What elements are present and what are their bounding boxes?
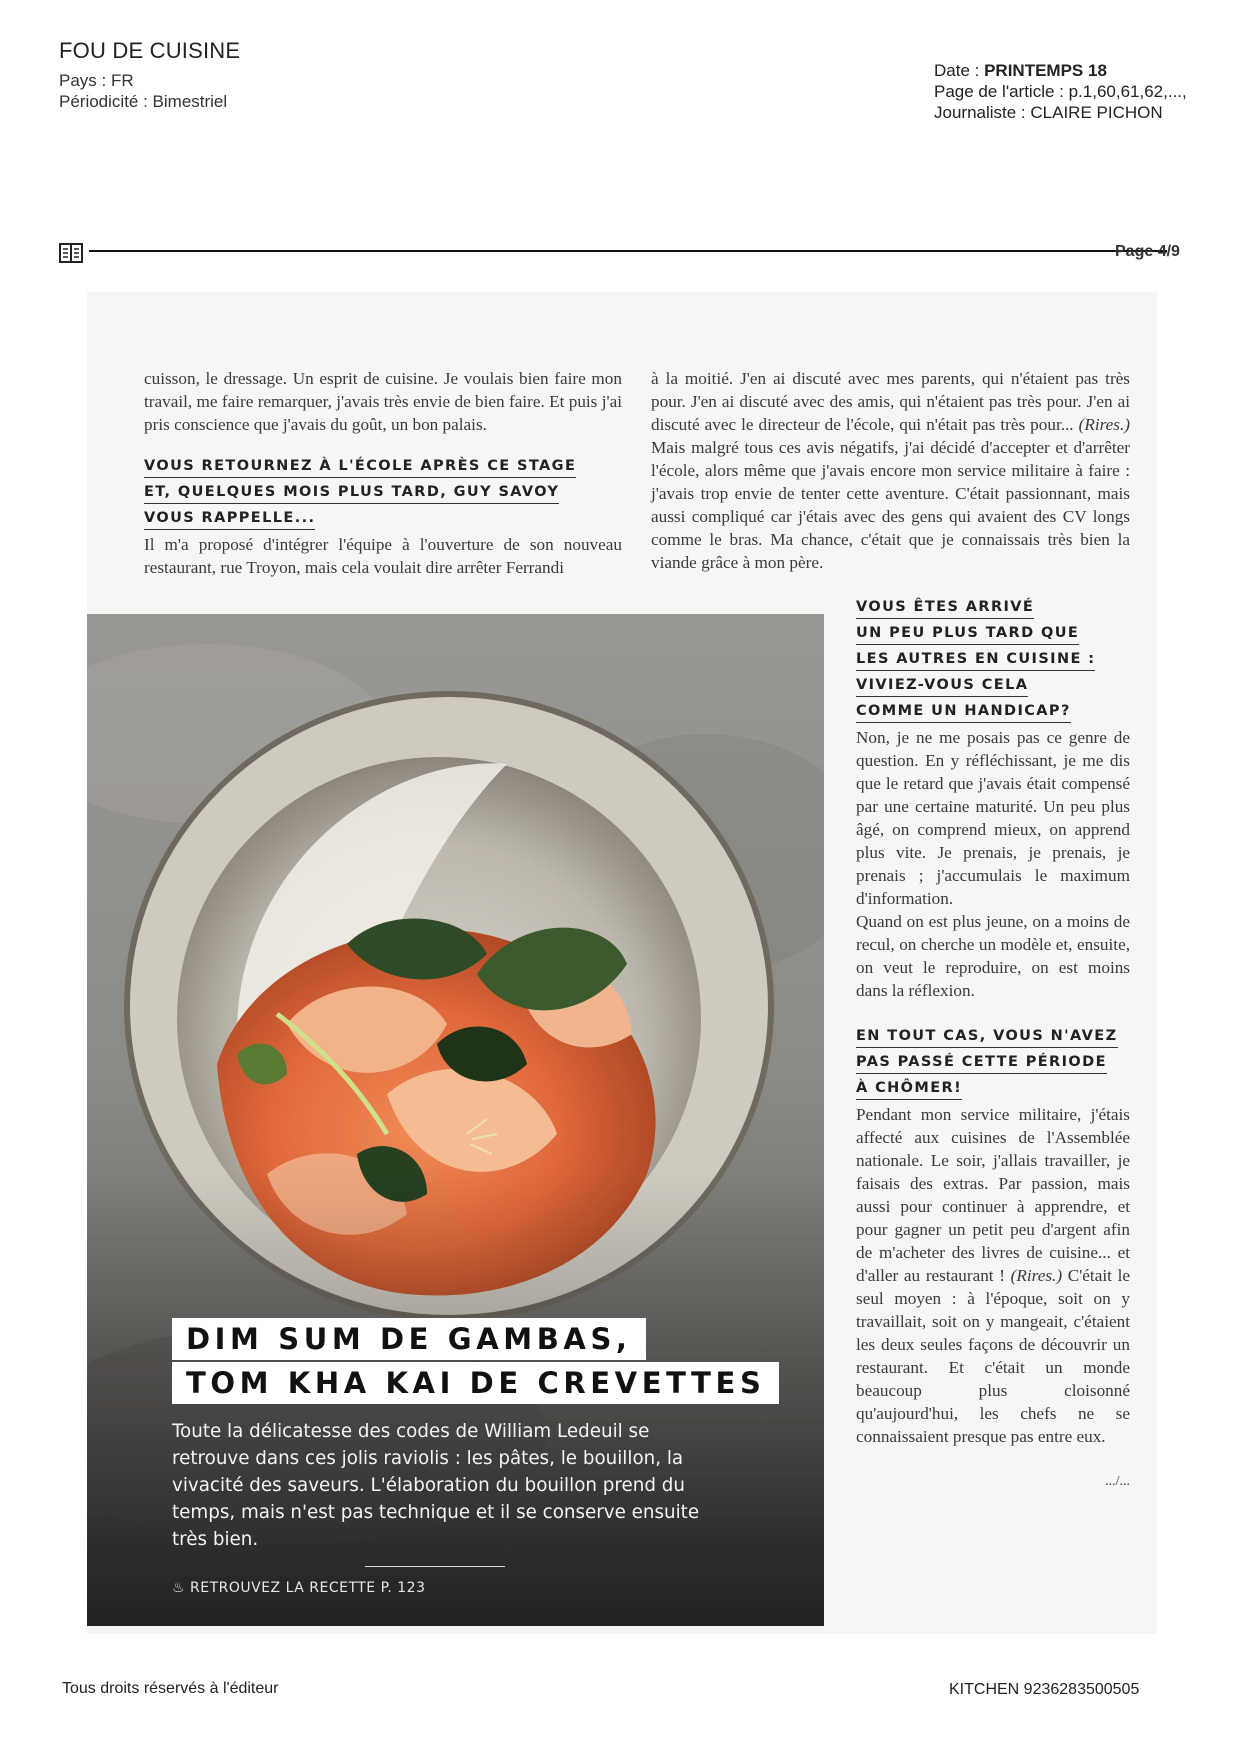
paragraph: Non, je ne me posais pas ce genre de question. En y réfléchissant, je me dis que le retard que j'avais était compensé par une certaine maturité. Un peu plus âgé, on comprend mieux, on apprend plus vite. Je prenais, je prenais, je prenais ; j'accumulais le maximum d'information. xyxy=(856,728,1130,908)
open-book-icon xyxy=(59,242,83,264)
question-heading-3 xyxy=(856,1025,1130,1103)
paragraph-text: Pendant mon service militaire, j'étais affecté aux cuisines de l'Assemblée nationale. Le soir, j'allais travailler, je faisais des extras. Par passion, mais aussi pour continuer à apprendre, et pour gagner un petit peu d'argent afin de m'acheter des livres de cuisine... et d'aller au restaurant ! xyxy=(856,1105,1130,1285)
laughter-note: (Rires.) xyxy=(1010,1266,1063,1285)
document-header-right xyxy=(934,60,1214,123)
caption-divider xyxy=(365,1566,505,1567)
page-indicator: Page 4/9 xyxy=(1115,243,1180,260)
document-header-left xyxy=(59,38,240,112)
heading-line: LES AUTRES EN CUISINE : xyxy=(856,649,1095,671)
periodicity: Périodicité : Bimestriel xyxy=(59,92,228,111)
heading-line: ET, QUELQUES MOIS PLUS TARD, GUY SAVOY xyxy=(144,482,559,504)
paragraph-text: Mais malgré tous ces avis négatifs, j'ai décidé d'accepter et d'arrêter l'école, alors même que j'avais encore mon service militaire à faire : j'avais trop envie de tenter cette aventure. C'était passionnant, mais aussi compliqué car j'étais avec des gens qui avaient des CV longs comme le bras. Ma chance, c'était que je connaissais très bien la viande grâce à mon père. xyxy=(651,438,1130,572)
paragraph xyxy=(856,1103,1130,1448)
article-pages: Page de l'article : p.1,60,61,62,..., xyxy=(934,82,1187,101)
column-3 xyxy=(856,596,1130,1493)
heading-line: VOUS RETOURNEZ À L'ÉCOLE APRÈS CE STAGE xyxy=(144,456,576,478)
heading-line: VIVIEZ-VOUS CELA xyxy=(856,675,1028,697)
column-2 xyxy=(651,367,1130,574)
chef-hat-icon: ♨ xyxy=(172,1580,186,1596)
recipe-reference-text: RETROUVEZ LA RECETTE P. 123 xyxy=(190,1580,426,1596)
heading-line: VOUS RAPPELLE... xyxy=(144,508,315,530)
page-rule xyxy=(59,240,1179,266)
continued-marker: .../... xyxy=(1105,1474,1130,1489)
paragraph: cuisson, le dressage. Un esprit de cuisine. Je voulais bien faire mon travail, me faire remarquer, j'avais très envie de bien faire. Et puis j'ai pris conscience que j'avais du goût, un bon palais. xyxy=(144,369,622,434)
footer-code: KITCHEN 9236283500505 xyxy=(949,1681,1140,1698)
paragraph-text: à la moitié. J'en ai discuté avec mes parents, qui n'étaient pas très pour. J'en ai discuté avec des amis, qui n'étaient pas très pour. J'en ai discuté avec le directeur de l'école, qui n'était pas très pour... xyxy=(651,369,1130,434)
question-heading-1 xyxy=(144,455,622,533)
heading-line: UN PEU PLUS TARD QUE xyxy=(856,623,1079,645)
footer-rights: Tous droits réservés à l'éditeur xyxy=(62,1680,279,1697)
publication-name: FOU DE CUISINE xyxy=(59,38,241,63)
heading-line: À CHÔMER! xyxy=(856,1078,962,1100)
recipe-reference xyxy=(172,1580,425,1596)
paragraph: Il m'a proposé d'intégrer l'équipe à l'ouverture de son nouveau restaurant, rue Troyon, mais cela voulait dire arrêter Ferrandi xyxy=(144,535,622,577)
horizontal-rule xyxy=(89,250,1167,252)
heading-line: EN TOUT CAS, VOUS N'AVEZ xyxy=(856,1026,1118,1048)
paragraph: Quand on est plus jeune, on a moins de recul, on cherche un modèle et, ensuite, on veut le reproduire, on est moins dans la réflexion. xyxy=(856,912,1130,1000)
column-1 xyxy=(144,367,622,579)
heading-line: VOUS ÊTES ARRIVÉ xyxy=(856,597,1034,619)
country: Pays : FR xyxy=(59,71,134,90)
date-line xyxy=(934,60,1214,81)
recipe-title-line-1: DIM SUM DE GAMBAS, xyxy=(172,1318,646,1360)
paragraph xyxy=(651,367,1130,574)
heading-line: PAS PASSÉ CETTE PÉRIODE xyxy=(856,1052,1107,1074)
question-heading-2 xyxy=(856,596,1130,726)
date-value: PRINTEMPS 18 xyxy=(984,61,1107,80)
date-label: Date : xyxy=(934,61,985,80)
laughter-note: (Rires.) xyxy=(1078,415,1130,434)
journalist: Journaliste : CLAIRE PICHON xyxy=(934,103,1163,122)
paragraph-text: C'était le seul moyen : à l'époque, soit on y travaillait, soit on y mangeait, c'étaient les deux seules façons de découvrir un restaurant. Et c'était un monde beaucoup plus cloisonné qu'aujourd'hui, les chefs ne se connaissaient presque pas entre eux. xyxy=(856,1266,1130,1446)
recipe-caption: Toute la délicatesse des codes de William Ledeuil se retrouve dans ces jolis raviolis : les pâtes, le bouillon, la vivacité des saveurs. L'élaboration du bouillon prend du temps, mais n'est pas technique et il se conserve ensuite très bien. xyxy=(172,1421,700,1550)
heading-line: COMME UN HANDICAP? xyxy=(856,701,1071,723)
recipe-title-line-2: TOM KHA KAI DE CREVETTES xyxy=(172,1362,779,1404)
